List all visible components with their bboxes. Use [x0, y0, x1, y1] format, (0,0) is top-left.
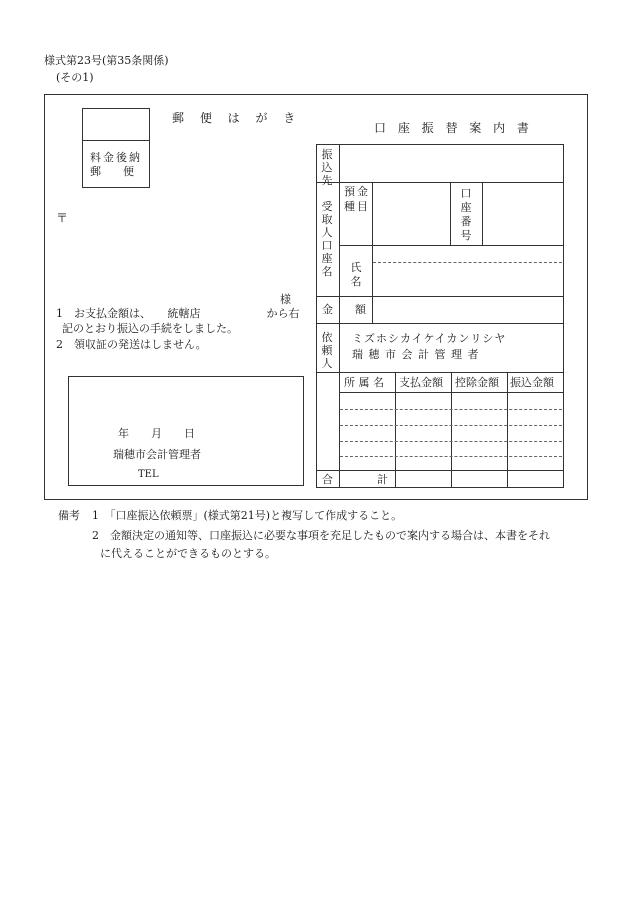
issuer-tel: TEL: [138, 469, 159, 480]
remarks-item-2b: に代えることができるものとする。: [100, 547, 276, 560]
remarks-item-2a: 2 金額決定の通知等、口座振込に必要な事項を充足したもので案内する場合は、本書をそれ: [92, 529, 550, 542]
col-line: [372, 296, 373, 323]
postal-mark: 〒: [56, 211, 69, 225]
requester-name: 瑞 穂 市 会 計 管 理 者: [352, 348, 480, 361]
date-label: 年 月 日: [118, 427, 195, 440]
column-header-shiharai: 支払金額: [399, 376, 443, 389]
dashed-line: [340, 441, 562, 442]
label-irainin: 依頼人: [321, 331, 333, 370]
stamp-text-line1: 料金後納: [90, 151, 142, 164]
remarks-label: 備考: [58, 509, 80, 522]
dashed-line: [340, 409, 562, 410]
col-line: [372, 245, 373, 296]
dashed-line: [340, 456, 562, 457]
dashed-line: [373, 262, 562, 263]
form-number: 様式第23号(第35条関係): [44, 54, 169, 67]
dashed-line: [340, 425, 562, 426]
label-shumoku: 種目: [344, 200, 370, 213]
stamp-text-line2: 郵 便: [90, 165, 134, 178]
postcard-title: 郵 便 は が き: [172, 111, 302, 125]
notice-line-2: 2 領収証の発送はしません。: [56, 338, 207, 351]
column-header-furikomi: 振込金額: [510, 376, 554, 389]
remarks-item-1: 1 「口座振込依頼票」(様式第21号)と複写して作成すること。: [92, 509, 403, 522]
stamp-divider: [82, 140, 149, 141]
col-line: [507, 372, 508, 487]
label-koza-bango: 口座番号: [460, 187, 472, 242]
col-line: [450, 182, 451, 245]
column-header-shozoku: 所 属 名: [344, 376, 384, 389]
row-line: [316, 323, 563, 324]
issuer-office: 瑞穂市会計管理者: [113, 448, 201, 461]
form-subnumber: (その1): [56, 71, 94, 84]
column-header-kojo: 控除金額: [455, 376, 499, 389]
label-kingaku: 金 額: [322, 303, 366, 316]
row-line: [316, 296, 563, 297]
label-shimei: 氏名: [350, 261, 362, 288]
label-uketorinin: 受取人口座名: [321, 200, 333, 278]
label-furikomisaki: 振込先: [321, 148, 333, 187]
row-line: [316, 372, 563, 373]
label-yokin: 預金: [344, 185, 370, 198]
col-line: [372, 182, 373, 245]
col-line: [395, 372, 396, 487]
col-line: [451, 372, 452, 487]
guide-title: 口 座 振 替 案 内 書: [374, 121, 533, 135]
notice-line-1a: 1 お支払金額は、 統轄店 から右: [56, 307, 300, 320]
notice-line-1b: 記のとおり振込の手続をしました。: [62, 322, 238, 335]
label-total: 合 計: [322, 473, 388, 486]
col-line: [482, 182, 483, 245]
row-line: [316, 182, 563, 183]
row-line: [316, 470, 563, 471]
requester-kana: ミズホシカイケイカンリシヤ: [352, 332, 507, 345]
honorific-sama: 様: [280, 293, 291, 306]
